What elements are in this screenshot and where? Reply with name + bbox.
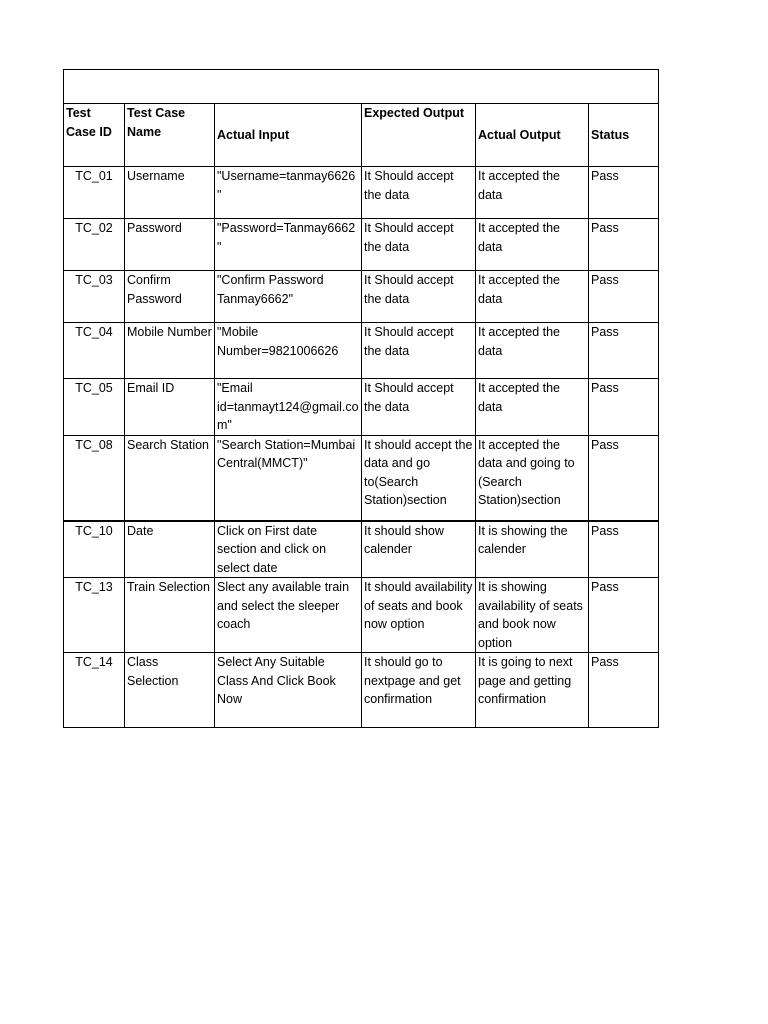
cell-actual: It is going to next page and getting confirmation (476, 653, 589, 728)
cell-id: TC_08 (64, 435, 125, 521)
cell-status: Pass (589, 167, 659, 219)
cell-expected: It Should accept the data (362, 219, 476, 271)
header-actual-output: Actual Output (476, 104, 589, 167)
cell-input: "Email id=tanmayt124@gmail.com" (215, 379, 362, 436)
cell-id: TC_10 (64, 521, 125, 578)
cell-actual: It accepted the data (476, 219, 589, 271)
title-row (64, 70, 659, 104)
cell-actual: It accepted the data (476, 271, 589, 323)
cell-actual: It accepted the data (476, 379, 589, 436)
header-test-case-name: Test Case Name (125, 104, 215, 167)
cell-expected: It should show calender (362, 521, 476, 578)
cell-actual: It accepted the data (476, 323, 589, 379)
cell-id: TC_02 (64, 219, 125, 271)
header-expected-output: Expected Output (362, 104, 476, 167)
cell-status: Pass (589, 271, 659, 323)
cell-name: Mobile Number (125, 323, 215, 379)
cell-id: TC_13 (64, 578, 125, 653)
cell-input: Slect any available train and select the sleeper coach (215, 578, 362, 653)
header-status: Status (589, 104, 659, 167)
test-case-sheet (63, 69, 658, 728)
cell-input: "Password=Tanmay6662 " (215, 219, 362, 271)
test-case-table (63, 69, 659, 728)
cell-id: TC_03 (64, 271, 125, 323)
table-row (64, 271, 659, 323)
header-actual-input: Actual Input (215, 104, 362, 167)
cell-actual: It accepted the data and going to (Search Station)section (476, 435, 589, 521)
cell-status: Pass (589, 219, 659, 271)
cell-input: "Mobile Number=9821006626 (215, 323, 362, 379)
cell-expected: It should go to nextpage and get confirmation (362, 653, 476, 728)
cell-input: Click on First date section and click on select date (215, 521, 362, 578)
cell-input: "Username=tanmay6626 " (215, 167, 362, 219)
table-row (64, 521, 659, 578)
cell-status: Pass (589, 653, 659, 728)
cell-status: Pass (589, 521, 659, 578)
cell-id: TC_05 (64, 379, 125, 436)
table-row (64, 219, 659, 271)
table-row (64, 323, 659, 379)
cell-actual: It is showing availability of seats and book now option (476, 578, 589, 653)
table-row (64, 379, 659, 436)
cell-status: Pass (589, 578, 659, 653)
cell-input: "Search Station=Mumbai Central(MMCT)" (215, 435, 362, 521)
cell-expected: It should accept the data and go to(Search Station)section (362, 435, 476, 521)
cell-status: Pass (589, 435, 659, 521)
cell-status: Pass (589, 379, 659, 436)
cell-expected: It Should accept the data (362, 379, 476, 436)
header-row (64, 104, 659, 167)
table-row (64, 578, 659, 653)
cell-name: Class Selection (125, 653, 215, 728)
cell-name: Email ID (125, 379, 215, 436)
table-row (64, 653, 659, 728)
cell-id: TC_01 (64, 167, 125, 219)
cell-input: "Confirm Password Tanmay6662" (215, 271, 362, 323)
cell-name: Password (125, 219, 215, 271)
header-test-case-id: Test Case ID (64, 104, 125, 167)
cell-actual: It is showing the calender (476, 521, 589, 578)
cell-name: Search Station (125, 435, 215, 521)
cell-expected: It Should accept the data (362, 323, 476, 379)
cell-name: Confirm Password (125, 271, 215, 323)
cell-id: TC_14 (64, 653, 125, 728)
cell-id: TC_04 (64, 323, 125, 379)
cell-expected: It Should accept the data (362, 271, 476, 323)
cell-status: Pass (589, 323, 659, 379)
cell-expected: It Should accept the data (362, 167, 476, 219)
cell-name: Username (125, 167, 215, 219)
table-row (64, 435, 659, 521)
cell-actual: It accepted the data (476, 167, 589, 219)
cell-expected: It should availability of seats and book now option (362, 578, 476, 653)
title-cell (64, 70, 659, 104)
cell-name: Train Selection (125, 578, 215, 653)
cell-input: Select Any Suitable Class And Click Book Now (215, 653, 362, 728)
table-row (64, 167, 659, 219)
cell-name: Date (125, 521, 215, 578)
